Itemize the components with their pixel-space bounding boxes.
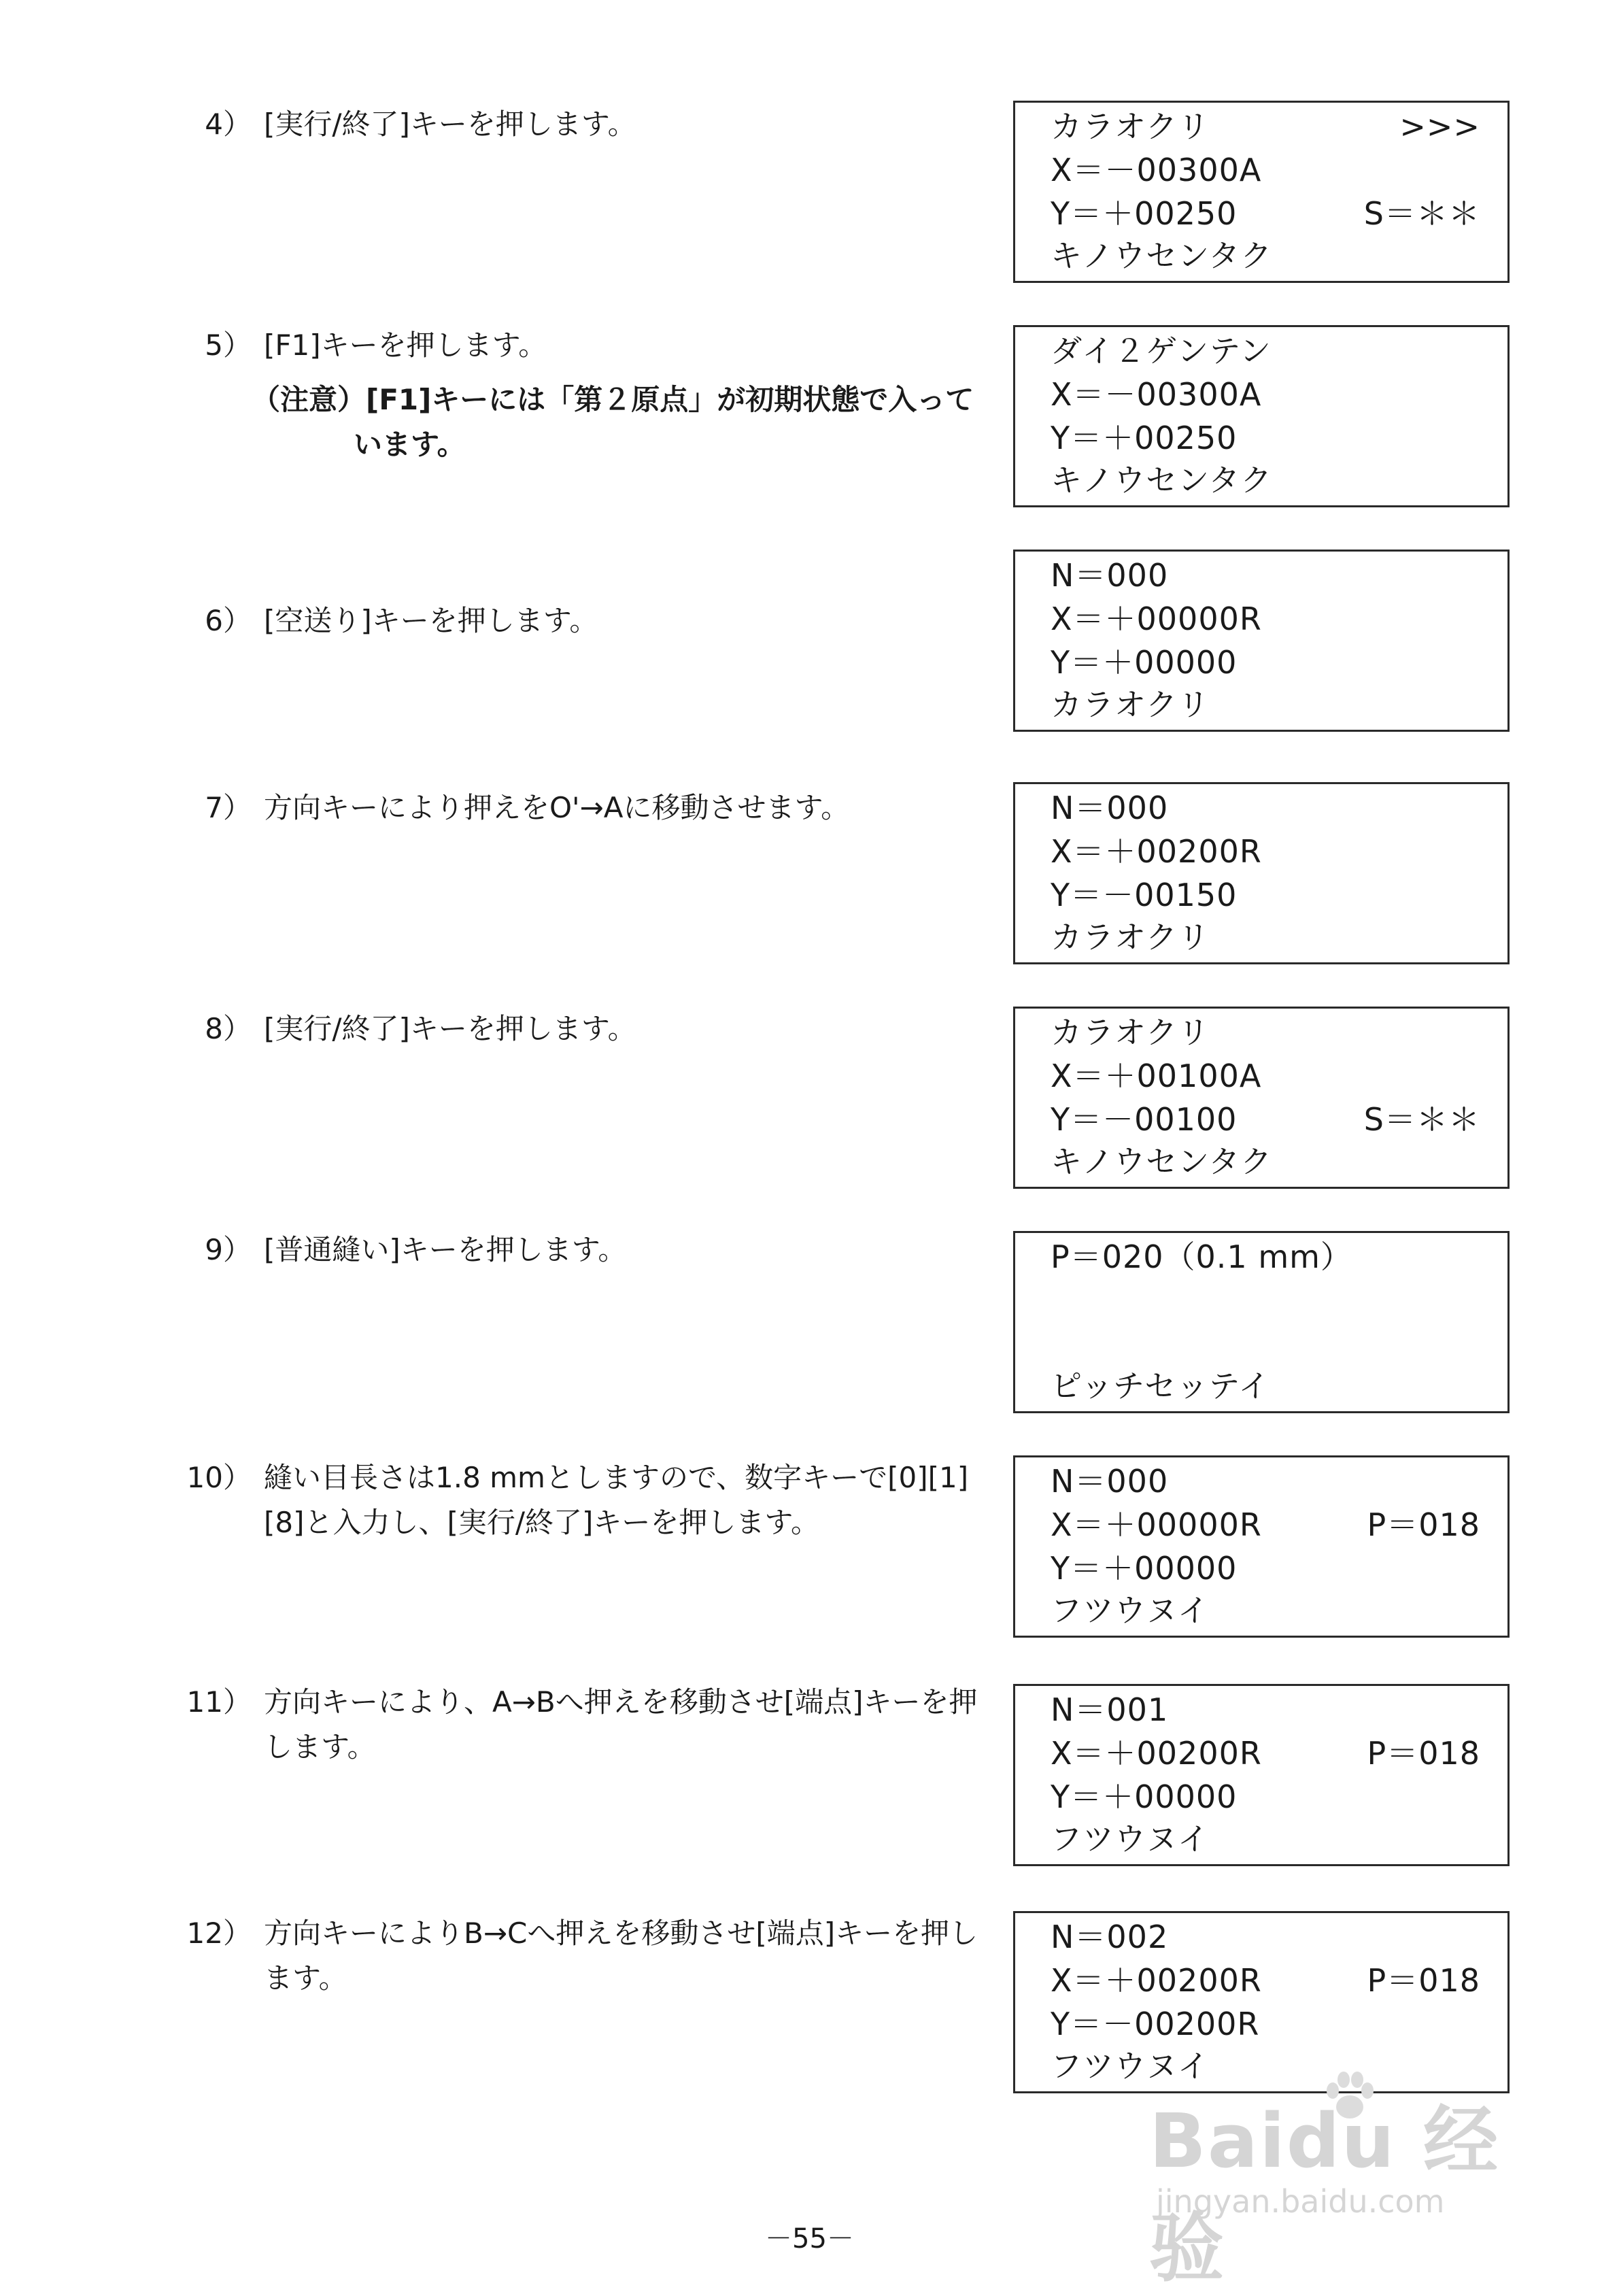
step-number: 12）: [186, 1917, 252, 1950]
note-line-2: います。: [354, 428, 466, 461]
step-number: 10）: [186, 1461, 252, 1494]
lcd-line: Y＝＋00250: [1051, 195, 1238, 232]
lcd-right-value: P＝018: [1367, 1962, 1480, 1999]
step-text: 方向キーにより、A→Bへ押えを移動させ[端点]キーを押: [264, 1685, 978, 1719]
baidu-watermark: [1149, 2067, 1530, 2292]
step-text-line-2: します。: [264, 1730, 376, 1763]
step-text: 縫い目長さは1.8 mmとしますので、数字キーで[0][1]: [264, 1461, 969, 1494]
step-10: [170, 1455, 986, 1545]
lcd-line: X＝＋00200R: [1051, 1962, 1262, 1999]
watermark-url: jingyan.baidu.com: [1156, 2183, 1445, 2220]
note-block: [252, 377, 1000, 467]
lcd-line: X＝＋00200R: [1051, 1735, 1262, 1772]
lcd-line: N＝000: [1051, 790, 1169, 826]
lcd-panel-6: [1013, 1231, 1510, 1413]
lcd-line: フツウヌイ: [1051, 1592, 1210, 1629]
step-text: 方向キーにより押えをO'→Aに移動させます。: [264, 791, 850, 824]
step-number: 7）: [205, 791, 252, 824]
lcd-line: フツウヌイ: [1051, 2048, 1210, 2084]
lcd-line: キノウセンタク: [1051, 462, 1273, 499]
lcd-line: キノウセンタク: [1051, 237, 1273, 274]
lcd-panel-7: [1013, 1455, 1510, 1638]
step-number: 8）: [205, 1012, 252, 1045]
lcd-line: カラオクリ: [1051, 108, 1210, 145]
lcd-panel-5: [1013, 1007, 1510, 1189]
step-text: [F1]キーを押します。: [264, 328, 547, 362]
lcd-line: ピッチセッテイ: [1051, 1368, 1271, 1404]
lcd-line: カラオクリ: [1051, 919, 1210, 956]
lcd-line: カラオクリ: [1051, 1014, 1210, 1051]
lcd-line: ダイ２ゲンテン: [1051, 333, 1272, 369]
lcd-line: N＝000: [1051, 557, 1169, 594]
step-text: [空送り]キーを押します。: [264, 604, 598, 637]
lcd-panel-3: [1013, 550, 1510, 732]
lcd-line: X＝＋00200R: [1051, 833, 1262, 870]
step-text-line-2: ます。: [264, 1961, 347, 1995]
lcd-line: Y＝＋00000: [1051, 1550, 1238, 1587]
lcd-line: X＝－00300A: [1051, 376, 1262, 413]
lcd-right-value: S＝＊＊: [1363, 1101, 1480, 1138]
step-8: [170, 1007, 986, 1051]
step-12: [170, 1911, 986, 2001]
step-5: [170, 323, 986, 368]
step-number: 9）: [205, 1233, 252, 1266]
lcd-line: N＝002: [1051, 1919, 1169, 1955]
step-text: [実行/終了]キーを押します。: [264, 107, 636, 141]
lcd-panel-8: [1013, 1684, 1510, 1866]
lcd-line: X＝＋00100A: [1051, 1058, 1262, 1094]
step-4: [170, 102, 986, 147]
step-number: 4）: [205, 107, 252, 141]
watermark-logo: Baidu 经验: [1149, 2097, 1500, 2292]
lcd-line: フツウヌイ: [1051, 1821, 1210, 1857]
step-text: [普通縫い]キーを押します。: [264, 1233, 627, 1266]
lcd-panel-2: [1013, 325, 1510, 507]
lcd-line: X＝－00300A: [1051, 152, 1262, 188]
lcd-line: Y＝＋00250: [1051, 420, 1238, 456]
step-number: 11）: [186, 1685, 252, 1719]
step-text: 方向キーによりB→Cへ押えを移動させ[端点]キーを押し: [264, 1917, 978, 1950]
step-11: [170, 1680, 986, 1770]
step-text: [実行/終了]キーを押します。: [264, 1012, 636, 1045]
step-7: [170, 786, 986, 830]
lcd-line: キノウセンタク: [1051, 1143, 1273, 1180]
step-number: 6）: [205, 604, 252, 637]
lcd-line: Y＝－00150: [1051, 877, 1238, 913]
step-9: [170, 1228, 986, 1272]
step-6: [170, 598, 986, 643]
lcd-line: Y＝＋00000: [1051, 644, 1238, 681]
lcd-panel-4: [1013, 782, 1510, 964]
lcd-right-value: S＝＊＊: [1363, 195, 1480, 232]
lcd-line: N＝000: [1051, 1463, 1169, 1500]
lcd-line: Y＝＋00000: [1051, 1778, 1238, 1815]
lcd-line: X＝＋00000R: [1051, 601, 1262, 637]
step-number: 5）: [205, 328, 252, 362]
lcd-line: Y＝－00100: [1051, 1101, 1238, 1138]
step-text-line-2: [8]と入力し、[実行/終了]キーを押します。: [264, 1506, 820, 1539]
note-line-1: （注意）[F1]キーには「第２原点」が初期状態で入って: [252, 383, 974, 416]
page-number: －55－: [765, 2223, 854, 2255]
lcd-right-value: P＝018: [1367, 1506, 1480, 1543]
lcd-line: P＝020（0.1 mm）: [1051, 1238, 1352, 1275]
lcd-right-value: P＝018: [1367, 1735, 1480, 1772]
lcd-line: X＝＋00000R: [1051, 1506, 1262, 1543]
lcd-panel-9: [1013, 1911, 1510, 2093]
lcd-line: N＝001: [1051, 1691, 1169, 1728]
lcd-line: カラオクリ: [1051, 686, 1210, 723]
lcd-line: Y＝－00200R: [1051, 2006, 1260, 2042]
lcd-right-value: >>>: [1399, 108, 1480, 145]
lcd-panel-1: [1013, 101, 1510, 283]
